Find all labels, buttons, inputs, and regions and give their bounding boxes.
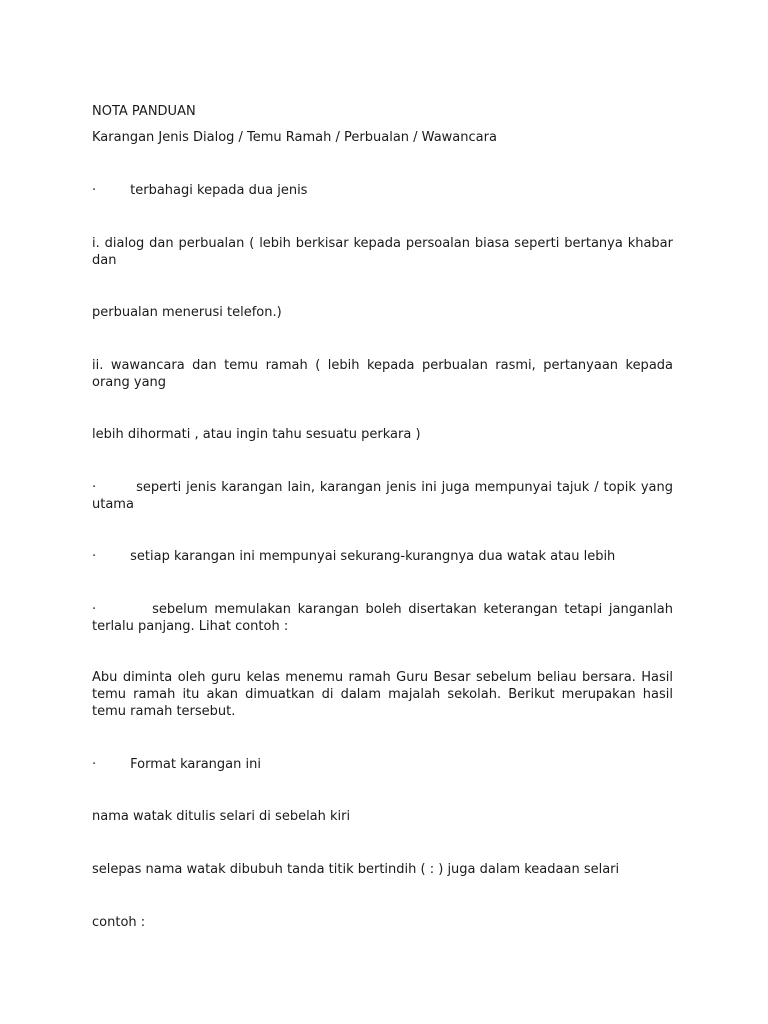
bullet-text: setiap karangan ini mempunyai sekurang-kurangnya dua watak atau lebih <box>130 549 616 564</box>
bullet-item-topic <box>92 479 673 513</box>
bullet-text: sebelum memulakan karangan boleh disertakan keterangan tetapi janganlah terlalu panjang. Lihat contoh : <box>92 602 673 634</box>
document-subheading: Karangan Jenis Dialog / Temu Ramah / Perbualan / Wawancara <box>92 130 497 145</box>
bullet-dot: · <box>92 757 97 772</box>
bullet-item-format <box>92 756 673 773</box>
paragraph-dialog-type-1-cont: perbualan menerusi telefon.) <box>92 305 282 320</box>
bullet-item-description <box>92 601 673 635</box>
format-line-left: nama watak ditulis selari di sebelah kiri <box>92 809 351 824</box>
bullet-item-characters <box>92 548 673 565</box>
bullet-dot: · <box>92 549 97 564</box>
example-label: contoh : <box>92 915 146 930</box>
document-heading: NOTA PANDUAN <box>92 104 196 119</box>
example-paragraph: Abu diminta oleh guru kelas menemu ramah Guru Besar sebelum beliau bersara. Hasil temu ramah itu akan dimuatkan di dalam majalah sekolah. Berikut merupakan hasil temu ramah tersebut. <box>92 670 673 719</box>
bullet-dot: · <box>92 480 97 495</box>
bullet-item-types <box>92 182 673 199</box>
bullet-dot: · <box>92 183 97 198</box>
paragraph-dialog-type-2: ii. wawancara dan temu ramah ( lebih kepada perbualan rasmi, pertanyaan kepada orang yang <box>92 358 673 390</box>
paragraph-dialog-type-2-cont: lebih dihormati , atau ingin tahu sesuatu perkara ) <box>92 427 421 442</box>
bullet-dot: · <box>92 602 97 617</box>
bullet-text: seperti jenis karangan lain, karangan jenis ini juga mempunyai tajuk / topik yang utama <box>92 480 673 512</box>
format-line-colon: selepas nama watak dibubuh tanda titik bertindih ( : ) juga dalam keadaan selari <box>92 862 620 877</box>
bullet-text: terbahagi kepada dua jenis <box>130 183 308 198</box>
paragraph-dialog-type-1: i. dialog dan perbualan ( lebih berkisar kepada persoalan biasa seperti bertanya khabar dan <box>92 236 673 268</box>
bullet-text: Format karangan ini <box>130 757 261 772</box>
